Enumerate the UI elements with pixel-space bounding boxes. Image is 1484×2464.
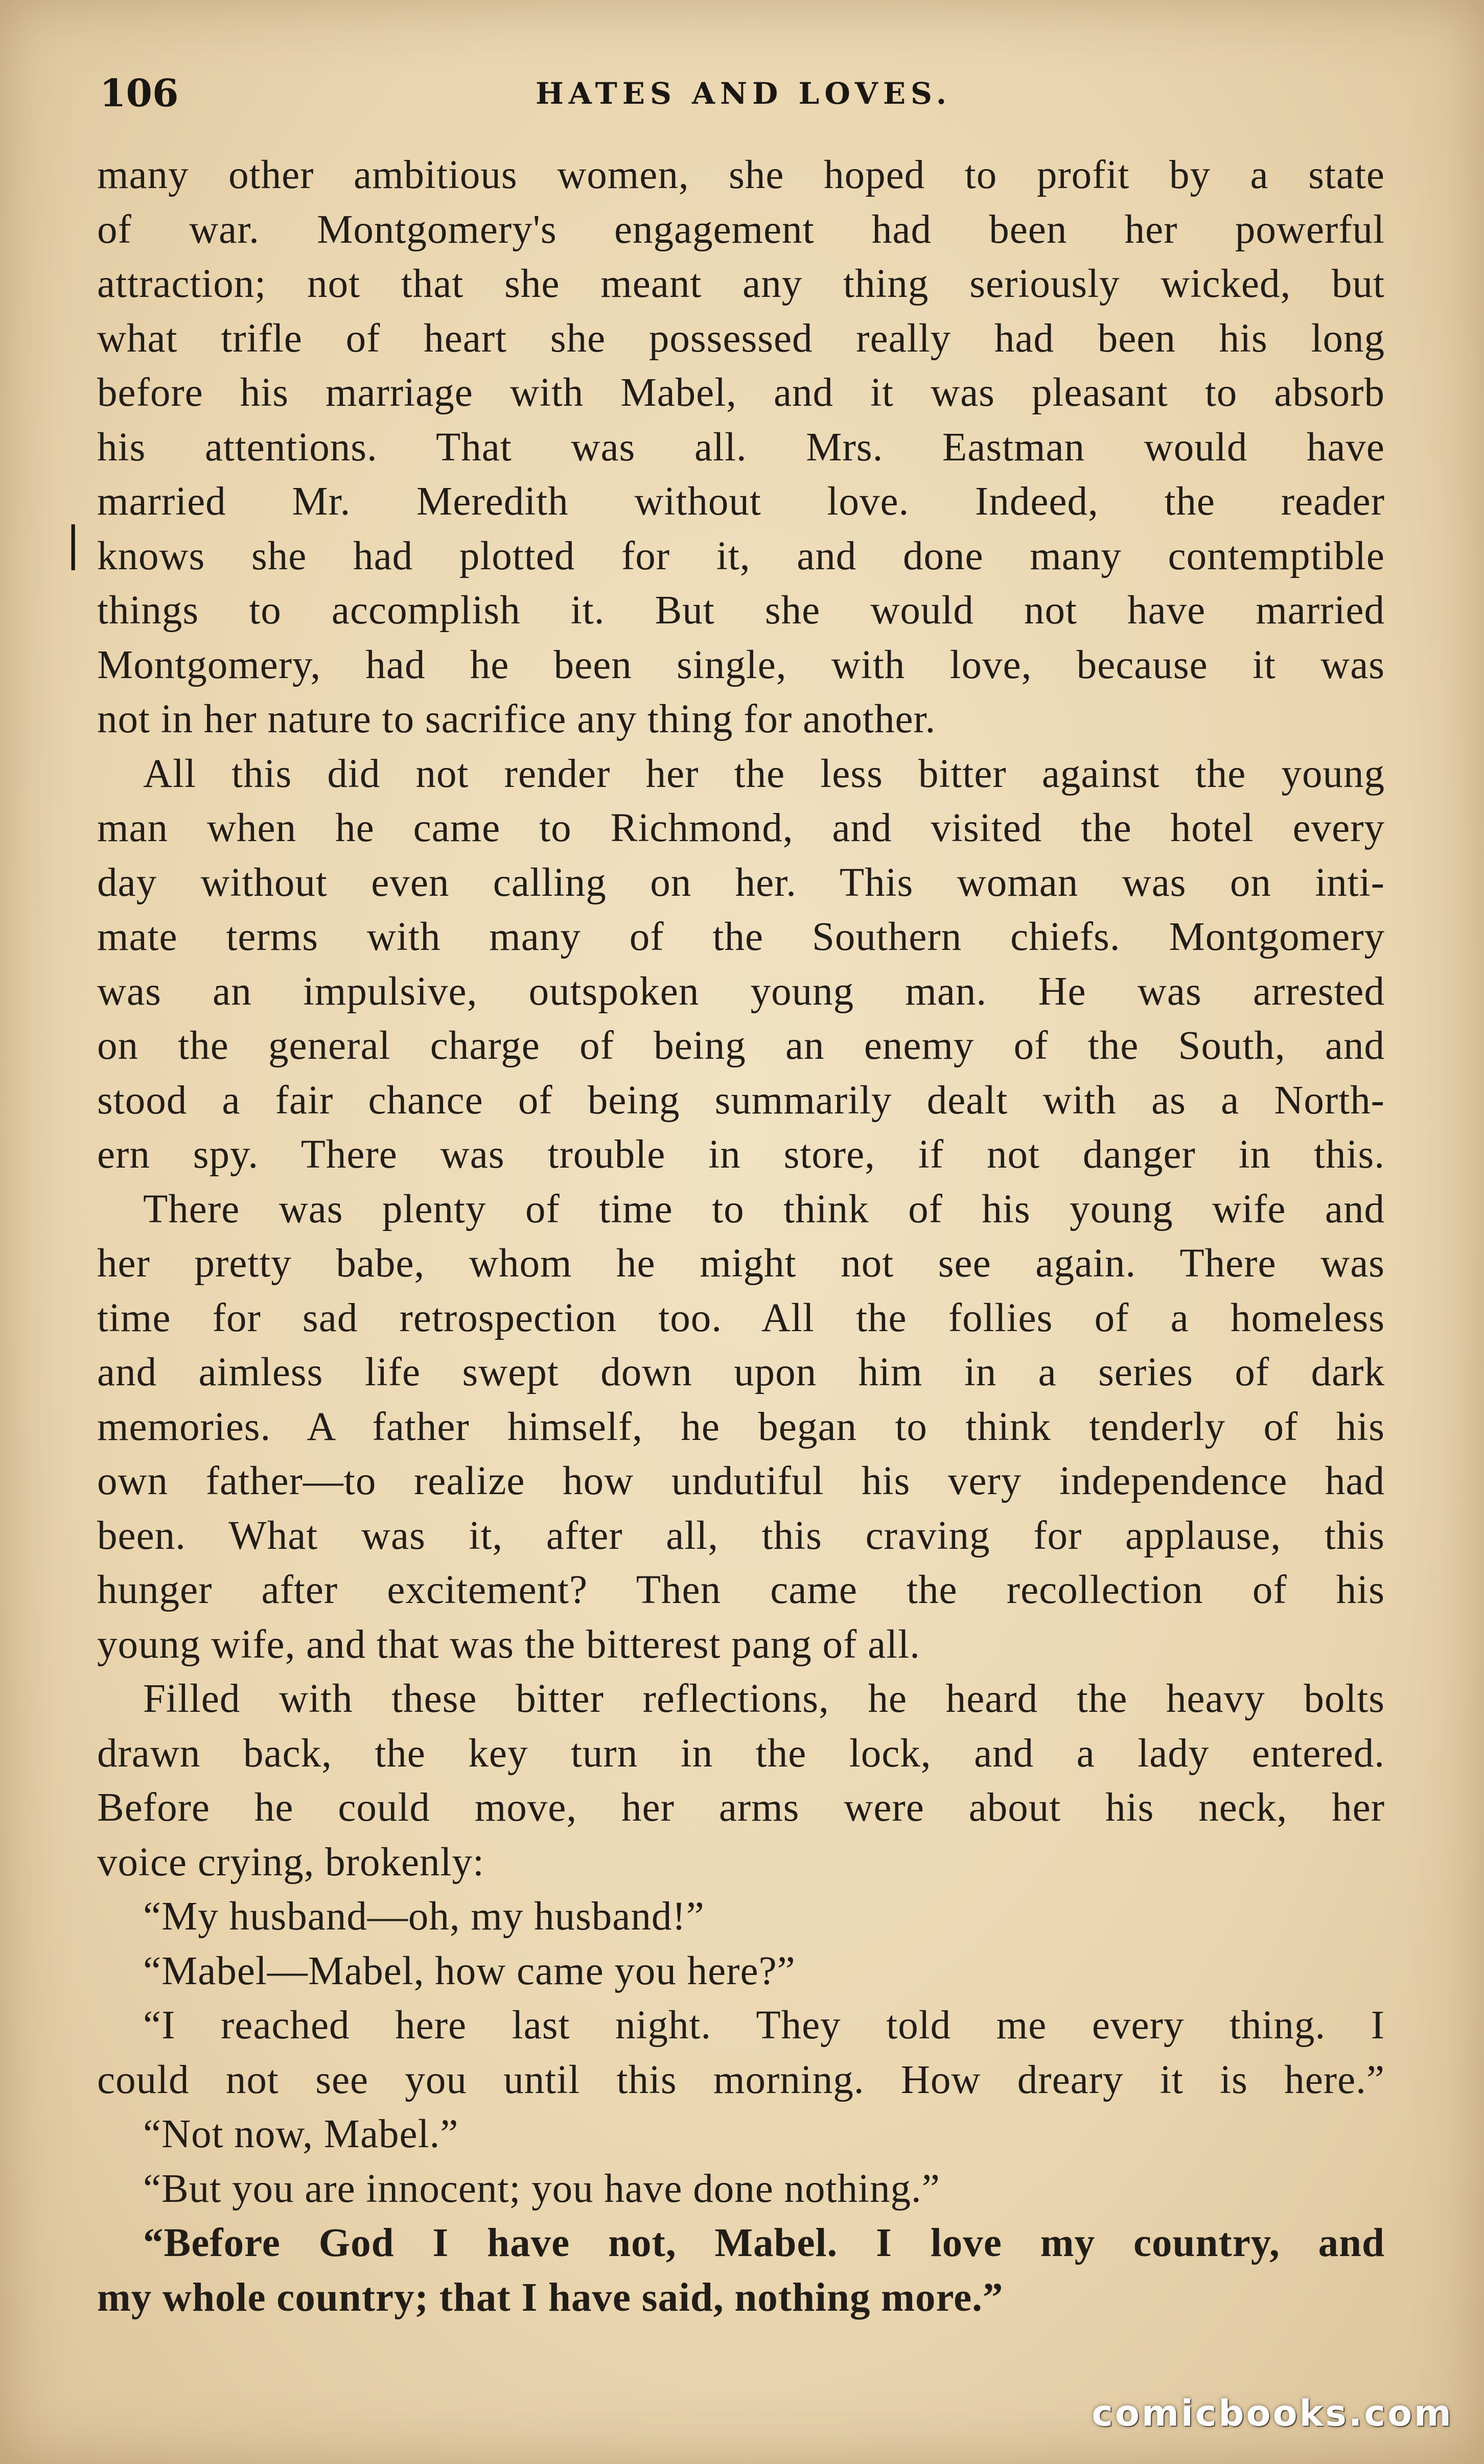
- text-line: memories. A father himself, he began to think tenderly of his: [97, 1404, 1385, 1449]
- text-line: what trifle of heart she possessed really had been his long: [97, 316, 1385, 361]
- text-line: time for sad retrospection too. All the follies of a homeless: [97, 1295, 1385, 1340]
- running-title: HATES AND LOVES.: [535, 76, 952, 111]
- text-line: of war. Montgomery's engagement had been her powerful: [97, 207, 1385, 252]
- body-text: [97, 148, 1385, 2325]
- text-line: my whole country; that I have said, nothing more.”: [97, 2275, 1004, 2320]
- text-line: Filled with these bitter reflections, he heard the heavy bolts: [143, 1677, 1385, 1721]
- text-line: on the general charge of being an enemy of the South, and: [97, 1024, 1385, 1068]
- page-number: 106: [100, 72, 179, 115]
- text-line: not in her nature to sacrifice any thing for another.: [97, 697, 936, 741]
- dialogue-line: “Before God I have not, Mabel. I love my country, and: [143, 2221, 1385, 2265]
- dialogue-line: “Mabel—Mabel, how came you here?”: [143, 1948, 796, 1993]
- text-line: her pretty babe, whom he might not see again. There was: [97, 1241, 1385, 1286]
- text-line: his attentions. That was all. Mrs. Eastman would have: [97, 425, 1385, 470]
- text-line: and aimless life swept down upon him in a series of dark: [97, 1350, 1385, 1394]
- watermark-text: comicbooks.com: [1092, 2392, 1453, 2434]
- text-line: married Mr. Meredith without love. Indeed, the reader: [97, 479, 1385, 524]
- dialogue-line: “I reached here last night. They told me every thing. I: [143, 2003, 1385, 2048]
- text-line: young wife, and that was the bitterest pang of all.: [97, 1622, 920, 1667]
- text-line: before his marriage with Mabel, and it was pleasant to absorb: [97, 370, 1385, 415]
- page-header: [100, 65, 1387, 122]
- text-line: could not see you until this morning. How dreary it is here.”: [97, 2057, 1385, 2102]
- text-line: been. What was it, after all, this craving for applause, this: [97, 1513, 1385, 1558]
- dialogue-line: “Not now, Mabel.”: [143, 2112, 459, 2156]
- text-line: attraction; not that she meant any thing seriously wicked, but: [97, 262, 1385, 306]
- text-line: hunger after excitement? Then came the recollection of his: [97, 1568, 1385, 1612]
- text-line: man when he came to Richmond, and visited the hotel every: [97, 806, 1385, 850]
- text-line: mate terms with many of the Southern chiefs. Montgomery: [97, 915, 1385, 959]
- text-line: knows she had plotted for it, and done many contemptible: [97, 533, 1385, 578]
- text-line: There was plenty of time to think of his young wife and: [143, 1187, 1385, 1231]
- text-line: stood a fair chance of being summarily dealt with as a North-: [97, 1078, 1385, 1123]
- text-line: day without even calling on her. This woman was on inti-: [97, 860, 1385, 905]
- dialogue-line: “My husband—oh, my husband!”: [143, 1894, 705, 1939]
- dialogue-line: “But you are innocent; you have done nothing.”: [143, 2166, 940, 2211]
- text-line: ern spy. There was trouble in store, if not danger in this.: [97, 1132, 1385, 1177]
- margin-mark: |: [65, 517, 81, 571]
- text-line: drawn back, the key turn in the lock, and a lady entered.: [97, 1731, 1385, 1776]
- text-line: Montgomery, had he been single, with love, because it was: [97, 642, 1385, 687]
- text-line: All this did not render her the less bitter against the young: [143, 751, 1385, 796]
- text-line: was an impulsive, outspoken young man. He was arrested: [97, 969, 1385, 1014]
- text-line: voice crying, brokenly:: [97, 1840, 484, 1885]
- text-line: own father—to realize how undutiful his very independence had: [97, 1459, 1385, 1503]
- text-line: things to accomplish it. But she would not have married: [97, 588, 1385, 633]
- text-line: Before he could move, her arms were about his neck, her: [97, 1785, 1385, 1830]
- text-line: many other ambitious women, she hoped to profit by a state: [97, 153, 1385, 197]
